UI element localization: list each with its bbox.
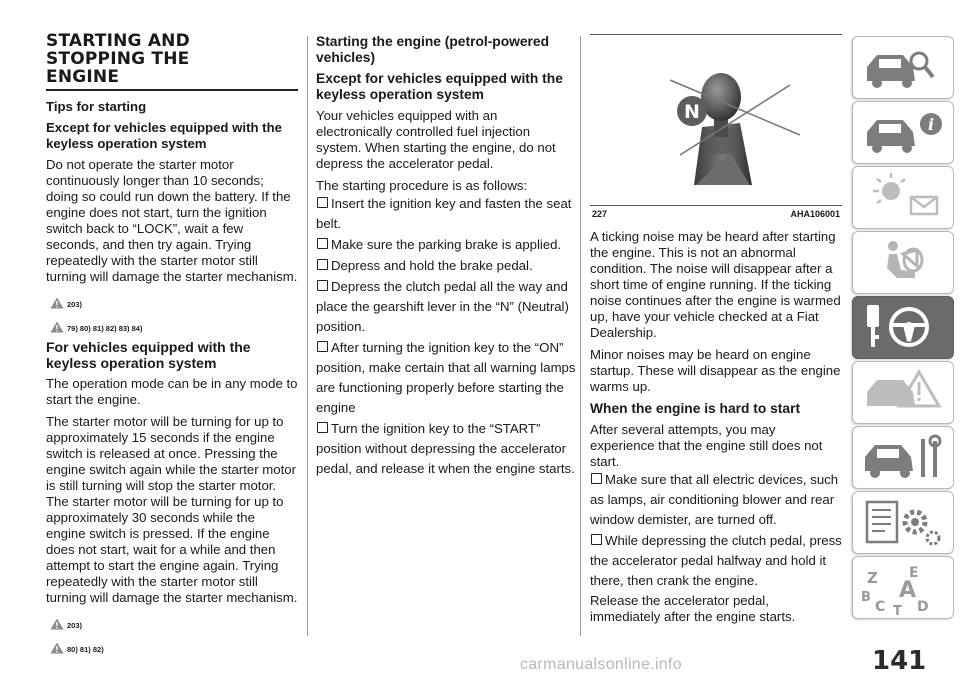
ticking-noise-paragraph: A ticking noise may be heard after starting the engine. This is not an abnormal condition. The noise will disappear after a short time of engine running. If the ticking noise continues after the engine is warmed up, have your vehicle checked at a Fiat Dealership. [590, 229, 841, 340]
procedure-step [316, 256, 576, 276]
section-title [46, 32, 298, 86]
tips-heading: Tips for starting [46, 99, 147, 114]
procedure-step [316, 419, 576, 479]
column-middle [316, 34, 576, 480]
hard-start-step [590, 531, 842, 591]
tab-car-info[interactable] [852, 101, 954, 164]
warning-triangle-icon [50, 618, 64, 630]
tab-warning-lights[interactable] [852, 166, 954, 229]
column-separator-1 [307, 36, 308, 636]
keyless-heading: For vehicles equipped with the keyless operation system [46, 339, 251, 371]
caution-ref-text: 80) 81) 82) [67, 645, 104, 654]
procedure-intro: The starting procedure is as follows: [316, 178, 528, 193]
page-number: 141 [872, 646, 927, 676]
warning-lights-icon [853, 167, 953, 228]
procedure-step-text: Make sure the parking brake is applied. [331, 237, 562, 252]
column-left [46, 28, 298, 660]
warning-triangle-icon [50, 297, 64, 309]
specifications-gear-icon [853, 492, 953, 553]
section-title-line: STARTING AND [46, 31, 190, 51]
column-right [590, 34, 842, 631]
procedure-step [316, 277, 576, 337]
tab-car-search[interactable] [852, 36, 954, 99]
tab-starting-driving[interactable] [852, 296, 954, 359]
procedure-step-text: After turning the ignition key to the “ON” position, make certain that all warning lamps are functioning properly before starting the engine [316, 340, 576, 415]
procedure-step [316, 338, 576, 418]
index-letter: E [909, 565, 919, 581]
watermark: carmanualsonline.info [520, 656, 682, 673]
title-underline [46, 89, 298, 91]
checkbox-bullet-icon [317, 341, 328, 352]
car-search-icon [853, 37, 953, 98]
except-keyless-heading: Except for vehicles equipped with the keyless operation system [316, 71, 563, 102]
warning-ref-text: 203) [67, 621, 83, 630]
checkbox-bullet-icon [317, 422, 328, 433]
car-tools-icon [853, 427, 953, 488]
car-hazard-icon [853, 362, 953, 423]
checkbox-bullet-icon [317, 238, 328, 249]
procedure-step [316, 194, 576, 234]
tab-airbag-seat[interactable] [852, 231, 954, 294]
procedure-step-text: Insert the ignition key and fasten the seat belt. [316, 196, 572, 231]
except-keyless-heading: Except for vehicles equipped with the keyless operation system [46, 120, 282, 151]
index-letter: A [899, 578, 917, 603]
index-letter: D [917, 599, 929, 615]
index-letter: B [861, 590, 871, 605]
column-separator-2 [580, 36, 581, 636]
hard-start-step-text: While depressing the clutch pedal, press the accelerator pedal halfway and hold it there, then crank the engine. [590, 533, 842, 588]
index-letter: Z [867, 569, 878, 587]
key-steering-wheel-icon [853, 297, 953, 358]
caution-triangle-icon [50, 642, 64, 654]
keyless-mode-paragraph: The operation mode can be in any mode to start the engine. [46, 376, 298, 407]
caution-triangle-icon [50, 321, 64, 333]
hard-start-step-text: Make sure that all electric devices, such as lamps, air conditioning blower and rear window demister, are turned off. [590, 472, 839, 527]
alphabetical-index-icon [853, 557, 953, 618]
procedure-step-text: Turn the ignition key to the “START” position without depressing the accelerator pedal, and release it when the engine starts. [316, 421, 575, 476]
tab-specifications[interactable] [852, 491, 954, 554]
hard-start-paragraph: After several attempts, you may experience that the engine still does not start. [590, 422, 823, 469]
checkbox-bullet-icon [317, 259, 328, 270]
procedure-step-text: Depress the clutch pedal all the way and place the gearshift lever in the “N” (Neutral) position. [316, 279, 569, 334]
warning-ref-text: 203) [67, 300, 83, 309]
checkbox-bullet-icon [317, 197, 328, 208]
fuel-injection-paragraph: Your vehicles equipped with an electronically controlled fuel injection system. When starting the engine, do not depress the accelerator pedal. [316, 108, 556, 171]
gearshift-neutral-illustration [590, 35, 842, 205]
svg-text:i: i [927, 115, 935, 134]
hard-start-heading: When the engine is hard to start [590, 401, 801, 416]
checkbox-bullet-icon [591, 534, 602, 545]
index-letter: T [893, 604, 902, 618]
index-letter: C [875, 599, 886, 615]
car-info-icon [853, 102, 953, 163]
neutral-marker: N [684, 101, 700, 123]
release-pedal-paragraph: Release the accelerator pedal, immediately after the engine starts. [590, 593, 796, 624]
petrol-start-heading: Starting the engine (petrol-powered vehicles) [316, 34, 550, 65]
caution-ref-text: 79) 80) 81) 82) 83) 84) [67, 324, 143, 333]
procedure-step [316, 235, 576, 255]
tab-index[interactable] [852, 556, 954, 619]
caution-reference [50, 315, 298, 333]
figure-code: AHA106001 [790, 209, 840, 219]
procedure-step-text: Depress and hold the brake pedal. [331, 258, 533, 273]
caution-reference [50, 636, 298, 654]
starter-warning-paragraph: Do not operate the starter motor continuously longer than 10 seconds; doing so could run down the battery. If the engine does not start, turn the ignition switch back to “LOCK”, wait a few seconds, and then try again. Trying repeatedly with the starter motor still turning will damage the starter mechanism. [46, 157, 298, 284]
starter-duration-paragraph: The starter motor will be turning for up to approximately 15 seconds if the engine switch is released at once. Pressing the engine switch again while the starter motor is still turning will stop the starter motor. The starter motor will be turning for up to approximately 30 seconds while the engine switch is pressed. If the engine does not start, wait for a while and then attempt to start the engine again. Trying repeatedly with the starter motor still turning will damage the starter mechanism. [46, 414, 298, 605]
warning-reference [50, 291, 298, 309]
hard-start-step [590, 470, 842, 530]
airbag-seat-icon [853, 232, 953, 293]
checkbox-bullet-icon [317, 280, 328, 291]
warning-reference [50, 612, 298, 630]
figure-number: 227 [592, 209, 608, 219]
minor-noise-paragraph: Minor noises may be heard on engine startup. These will disappear as the engine warms up. [590, 347, 841, 394]
checkbox-bullet-icon [591, 473, 602, 484]
section-title-line: STOPPING THE [46, 49, 190, 69]
figure-caption [590, 205, 842, 219]
tab-maintenance[interactable] [852, 426, 954, 489]
gearshift-figure [590, 34, 842, 205]
tab-emergency[interactable] [852, 361, 954, 424]
section-title-line: ENGINE [46, 67, 120, 87]
